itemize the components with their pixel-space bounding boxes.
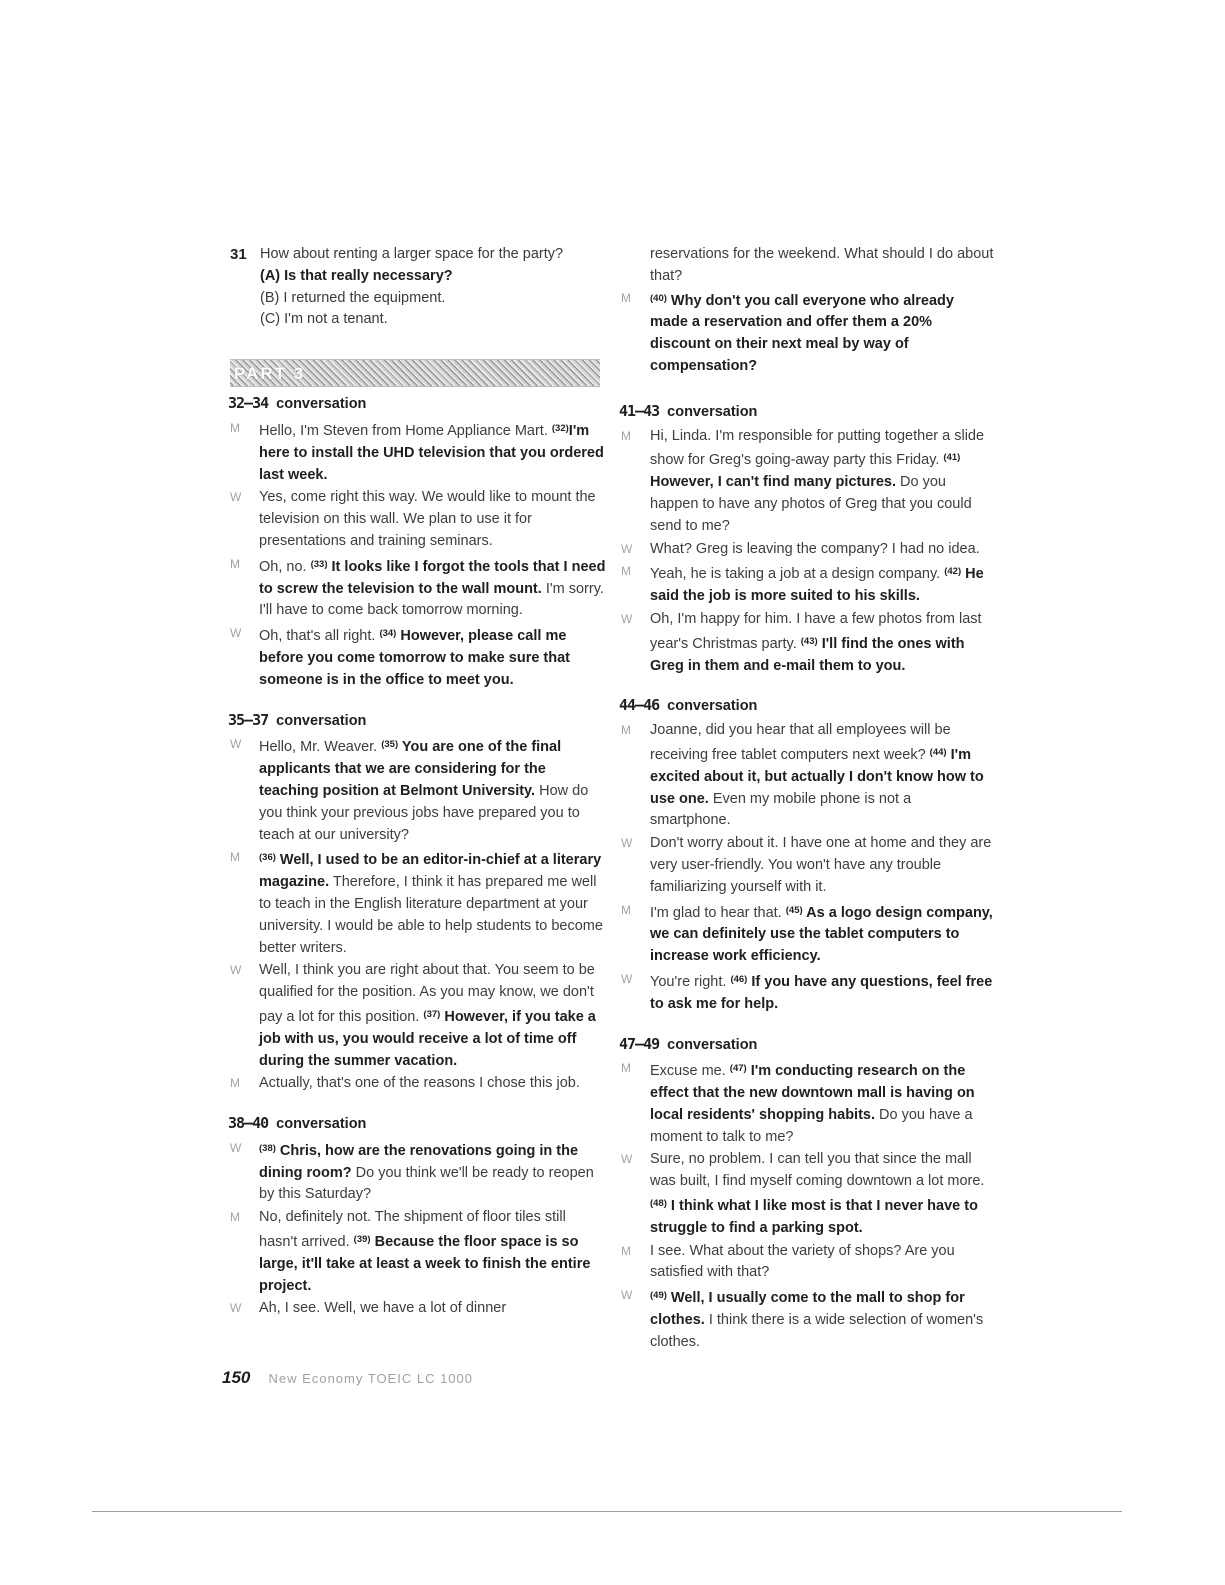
answer-highlight: If you have any questions, feel free to ask me for help. [650, 973, 993, 1012]
conversation-heading [619, 695, 994, 718]
dialogue-text: I see. What about the variety of shops? Are you satisfied with that? [650, 1242, 955, 1281]
dialogue-text: Do you think we'll be ready to reopen by this Saturday? [259, 1164, 594, 1203]
dialogue-turn [228, 1298, 608, 1320]
question-range: 44–46 [619, 696, 660, 715]
question-ref: (33) [310, 558, 328, 570]
question-ref: (36) [259, 852, 276, 864]
dialogue-text: Oh, I'm happy for him. I have a few photos from last year's Christmas party. [650, 610, 982, 652]
speaker-label: W [621, 1152, 633, 1167]
dialogue-turn [619, 969, 994, 1016]
dialogue-turn [228, 1138, 608, 1206]
dialogue-turn [619, 539, 994, 561]
conversation-heading [228, 710, 608, 733]
dialogue-text: Excuse me. [650, 1063, 730, 1080]
question-range: 41–43 [619, 401, 660, 420]
speaker-label: M [621, 723, 631, 738]
dialogue-turn [619, 561, 994, 608]
question-ref: (35) [381, 739, 399, 751]
page-number: 150 [222, 1368, 251, 1387]
dialogue-turn [619, 426, 994, 538]
continued-turns [619, 288, 994, 378]
question-ref: (44) [929, 746, 947, 758]
speaker-label: W [230, 963, 242, 978]
dialogue-turn [228, 554, 608, 622]
speaker-label: M [230, 850, 240, 865]
dialogue-text: Therefore, I think it has prepared me well to teach in the English literature department at your university. I would be able to help students to become better writers. [259, 874, 603, 956]
right-conversations [619, 401, 994, 1354]
dialogue-text: Yeah, he is taking a job at a design company. [650, 566, 945, 583]
speaker-label: M [621, 1061, 631, 1076]
question-ref: (38) [259, 1142, 276, 1154]
dialogue-text: Hello, I'm Steven from Home Appliance Mart. [259, 422, 552, 439]
dialogue-text: Hi, Linda. I'm responsible for putting together a slide show for Greg's going-away party this Friday. [650, 427, 985, 469]
conversation-section [228, 1113, 608, 1320]
answer-highlight: Chris, how are the renovations going in the dining room? [259, 1142, 579, 1181]
speaker-label: W [621, 971, 633, 986]
question-prompt: How about renting a larger space for the party? [260, 246, 564, 262]
answer-option: (A) Is that really necessary? [260, 267, 453, 284]
dialogue-turn [619, 720, 994, 832]
dialogue-turn [228, 960, 608, 1072]
speaker-label: W [230, 1301, 242, 1316]
speaker-label: M [621, 290, 631, 305]
dialogue-text: Do you have a moment to talk to me? [650, 1106, 973, 1145]
right-column [619, 244, 994, 1372]
dialogue-text: What? Greg is leaving the company? I had no idea. [650, 540, 980, 557]
answer-highlight: I'm excited about it, but actually I don't know how to use one. [650, 746, 984, 807]
question-ref: (39) [353, 1234, 371, 1246]
part-banner [230, 359, 600, 387]
dialogue-turn [619, 833, 994, 898]
question-ref: (49) [650, 1290, 667, 1302]
answer-highlight: However, I can't find many pictures. [650, 474, 896, 491]
conversation-label: conversation [667, 403, 758, 420]
dialogue-text: Do you happen to have any photos of Greg that you could send to me? [650, 474, 972, 534]
speaker-label: M [621, 564, 631, 579]
speaker-label: W [621, 836, 633, 851]
conversation-section [619, 1034, 994, 1354]
speaker-label: M [621, 1243, 631, 1258]
answer-highlight: I'm conducting research on the effect that the new downtown mall is having on local residents' shopping habits. [650, 1063, 975, 1123]
speaker-label: M [230, 420, 240, 435]
dialogue-turn [228, 1207, 608, 1297]
dialogue-text: Even my mobile phone is not a smartphone. [650, 790, 912, 829]
answer-highlight: It looks like I forgot the tools that I need to screw the television to the wall mount. [259, 558, 606, 597]
question-ref: (32) [551, 422, 569, 434]
dialogue-turn [228, 847, 608, 959]
dialogue-text: Joanne, did you hear that all employees will be receiving free tablet computers next week? [650, 722, 951, 763]
question-ref: (37) [423, 1008, 441, 1020]
conversation-section [619, 401, 994, 678]
question-ref: (40) [650, 292, 667, 304]
dialogue-text: Oh, that's all right. [259, 628, 380, 645]
answer-options [260, 266, 608, 331]
dialogue-text: Oh, no. [259, 558, 311, 575]
conversation-label: conversation [276, 1116, 367, 1133]
speaker-label: W [621, 1288, 633, 1303]
question-range: 38–40 [228, 1114, 269, 1133]
conversation-heading [619, 401, 994, 424]
dialogue-text: Ah, I see. Well, we have a lot of dinner [259, 1300, 507, 1317]
question-ref: (34) [379, 628, 397, 640]
dialogue-text: No, definitely not. The shipment of floor tiles still hasn't arrived. [259, 1209, 566, 1251]
dialogue-text: I'm glad to hear that. [650, 904, 786, 921]
answer-highlight: You are one of the final applicants that we are considering for the teaching position at Belmont University. [259, 739, 562, 799]
dialogue-text: I think there is a wide selection of women's clothes. [650, 1312, 984, 1350]
speaker-label: W [230, 490, 242, 505]
speaker-label: M [230, 1076, 240, 1091]
speaker-label: W [621, 611, 633, 626]
question-ref: (42) [944, 566, 962, 578]
speaker-label: M [230, 556, 240, 571]
question-range: 47–49 [619, 1034, 660, 1053]
question-ref: (46) [730, 973, 748, 985]
dialogue-turn [228, 487, 608, 552]
speaker-label: M [621, 902, 631, 917]
answer-option: (B) I returned the equipment. [260, 289, 446, 306]
speaker-label: W [621, 541, 633, 556]
speaker-label: W [230, 737, 242, 752]
dialogue-turn [228, 1073, 608, 1095]
question-ref: (47) [729, 1063, 747, 1075]
answer-highlight: I'm here to install the UHD television that you ordered last week. [259, 422, 604, 483]
dialogue-turn [619, 900, 994, 968]
dialogue-text: Hello, Mr. Weaver. [259, 739, 382, 756]
dialogue-turn [619, 1058, 994, 1148]
dialogue-text: Don't worry about it. I have one at home and they are very user-friendly. You won't have any trouble familiarizing yourself with it. [650, 835, 992, 895]
dialogue-turn [619, 1241, 994, 1285]
answer-highlight: However, if you take a job with us, you would receive a lot of time off during the summer vacation. [259, 1008, 596, 1069]
question-number: 31 [230, 246, 247, 263]
dialogue-text: Sure, no problem. I can tell you that since the mall was built, I find myself coming downtown a lot more. [650, 1151, 985, 1190]
dialogue-text: You're right. [650, 973, 731, 990]
conversation-section [228, 393, 608, 691]
question-ref: (43) [800, 635, 818, 647]
bottom-rule [92, 1511, 1122, 1512]
answer-highlight: As a logo design company, we can definitely use the tablet computers to increase work efficiency. [650, 904, 993, 965]
conversation-heading [228, 393, 608, 416]
dialogue-text: Well, I think you are right about that. You seem to be qualified for the position. As you may know, we don't pay a lot for this position. [259, 962, 595, 1025]
left-conversations [228, 393, 608, 1320]
dialogue-text: I'm sorry. I'll have to come back tomorrow morning. [259, 580, 604, 619]
dialogue-turn [619, 609, 994, 677]
dialogue-turn [619, 288, 994, 378]
dialogue-turn [228, 418, 608, 486]
conversation-label: conversation [276, 712, 367, 729]
answer-highlight: I'll find the ones with Greg in them and e-mail them to you. [650, 635, 965, 674]
answer-highlight: Well, I usually come to the mall to shop for clothes. [650, 1290, 965, 1329]
continued-text: reservations for the weekend. What should I do about that? [650, 246, 994, 284]
question-ref: (45) [785, 904, 803, 916]
conversation-heading [619, 1034, 994, 1057]
conversation-label: conversation [276, 396, 367, 413]
conversation-section [619, 695, 994, 1015]
dialogue-turn [619, 1285, 994, 1353]
question-range: 35–37 [228, 710, 269, 729]
answer-highlight: Because the floor space is so large, it'll take at least a week to finish the entire project. [259, 1234, 591, 1294]
question-31 [228, 244, 608, 331]
dialogue-turn [228, 623, 608, 691]
question-range: 32–34 [228, 394, 269, 413]
answer-highlight: He said the job is more suited to his skills. [650, 566, 984, 605]
part-banner-label: PART 3 [234, 364, 306, 384]
left-column [228, 244, 608, 1338]
answer-option: (C) I'm not a tenant. [260, 311, 388, 328]
answer-highlight: Why don't you call everyone who already made a reservation and offer them a 20% discount on their next meal by way of compensation? [650, 292, 954, 374]
dialogue-text: How do you think your previous jobs have prepared you to teach at our university? [259, 782, 589, 843]
speaker-label: W [230, 1140, 242, 1155]
dialogue-text: Yes, come right this way. We would like to mount the television on this wall. We plan to use it for presentations and training seminars. [259, 489, 596, 549]
speaker-label: W [230, 626, 242, 641]
page-footer [222, 1368, 473, 1388]
dialogue-text: Actually, that's one of the reasons I chose this job. [259, 1075, 580, 1092]
conversation-label: conversation [667, 698, 758, 715]
conversation-section [228, 710, 608, 1096]
answer-highlight: Well, I used to be an editor-in-chief at a literary magazine. [259, 852, 602, 891]
question-ref: (48) [650, 1198, 667, 1210]
answer-highlight: However, please call me before you come tomorrow to make sure that someone is in the office to meet you. [259, 628, 571, 688]
speaker-label: M [230, 1210, 240, 1225]
dialogue-turn [619, 1149, 994, 1239]
question-ref: (41) [943, 452, 961, 464]
dialogue-turn [228, 734, 608, 846]
conversation-heading [228, 1113, 608, 1136]
book-title: New Economy TOEIC LC 1000 [268, 1371, 473, 1386]
answer-highlight: I think what I like most is that I never have to struggle to find a parking spot. [650, 1198, 978, 1236]
conversation-label: conversation [667, 1036, 758, 1053]
speaker-label: M [621, 428, 631, 443]
